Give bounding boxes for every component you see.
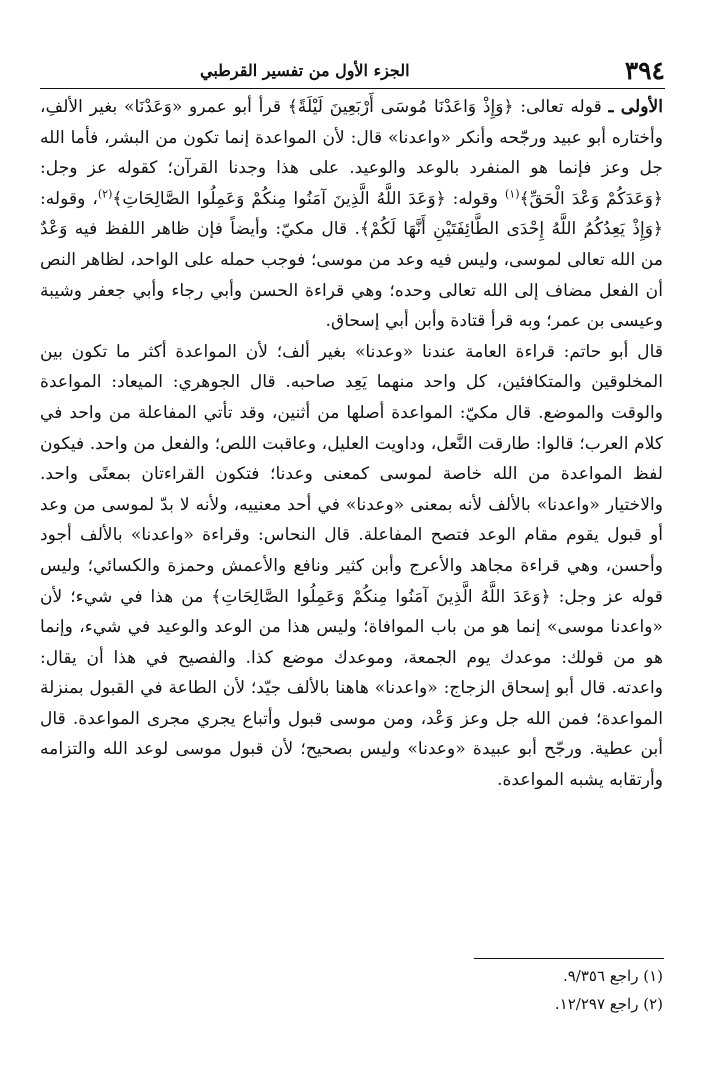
footnote-ref: (٢) <box>97 187 113 201</box>
quran-verse: ﴿وَإِذْ يَعِدُكُمُ اللَّهُ إِحْدَى الطَّائِفَتَيْنِ أَنَّهَا لَكُمْ﴾ <box>359 219 664 240</box>
text-segment: قال أبو حاتم: قراءة العامة عندنا «وعدنا» بغير ألف؛ لأن المواعدة أكثر ما تكون بين المخلوقين والمتكافئين، كل واحد منهما يَعِد صاحبه. قال الجوهري: الميعاد: المواعدة والوقت والموضع. قال مكيّ: المواعدة أصلها من أثنين، وقد تأتي المفاعلة من واحد في كلام العرب؛ قالوا: طارقت النَّعل، وداويت العليل، وعاقبت اللص؛ والفعل من واحد. فيكون لفظ المواعدة من الله خاصة لموسى كمعنى وعدنا؛ فتكون القراءتان بمعنًى واحد. والاختيار «واعدنا» بالألف لأنه بمعنى «وعدنا» في أحد معنييه، ولأنه لا بدّ لموسى من وعد أو قبول يقوم مقام الوعد فتصح المفاعلة. قال النحاس: وقراءة «واعدنا» بالألف أجود وأحسن، وهي قراءة مجاهد والأعرج وأبن كثير ونافع والأعمش وحمزة والكسائي؛ وليس قوله عز وجل: <box>40 341 663 607</box>
page-number: ٣٩٤ <box>624 55 665 85</box>
quran-verse: ﴿وَعَدَ اللَّهُ الَّذِينَ آمَنُوا مِنكُمْ وَعَمِلُوا الصَّالِحَاتِ﴾ <box>211 586 551 607</box>
running-title: الجزء الأول من تفسير القرطبي <box>200 60 410 80</box>
footnote-ref: (١) <box>504 187 520 201</box>
text-segment: ، وقوله: <box>40 188 98 209</box>
text-segment: وقوله: <box>445 188 505 209</box>
footnotes <box>363 962 663 1018</box>
section-lead: الأولى ـ <box>608 97 663 117</box>
text-segment: من هذا في شيء؛ لأن «واعدنا موسى» إنما هو من باب الموافاة؛ وليس هذا من الوعد والوعيد في شيء، وإنما هو من قولك: موعدك يوم الجمعة، وموعدك موضع كذا. والفصيح في هذا أن يقال: واعدته. قال أبو إسحاق الزجاج: «واعدنا» هاهنا بالألف جيّد؛ لأن الطاعة في القبول بمنزلة المواعدة؛ فمن الله جل وعز وَعْد، ومن موسى قبول وأتباع يجري مجرى المواعدة. قال أبن عطية. ورجّح أبو عبيدة «وعدنا» وليس بصحيح؛ لأن قبول موسى لوعد الله والتزامه وأرتقابه يشبه المواعدة. <box>40 586 663 791</box>
paragraph-1 <box>40 92 663 337</box>
footnote-divider <box>474 958 664 959</box>
footnote-1: (١) راجع ٩/٣٥٦. <box>562 967 663 985</box>
text-segment: قرأ أبو عمرو «وَعَدْنَا» بغير الألفِ، وأختاره أبو عبيد ورجّحه وأنكر «واعدنا» قال: لأن المواعدة إنما تكون من البشر، فأما الله جل وعز فإنما هو المنفرد بالوعد والوعيد. على هذا وجدنا القرآن؛ كقوله عز وجل: <box>40 97 663 179</box>
quran-verse: ﴿وَإِذْ وَاعَدْنَا مُوسَى أَرْبَعِينَ لَيْلَةً﴾ <box>287 97 514 117</box>
quran-verse: ﴿وَعَدَ اللَّهُ الَّذِينَ آمَنُوا مِنكُمْ وَعَمِلُوا الصَّالِحَاتِ﴾ <box>112 188 446 209</box>
footnote-2: (٢) راجع ١٢/٢٩٧. <box>554 995 663 1013</box>
text-segment: . قال مكيّ: وأيضاً فإن ظاهر اللفظ فيه وَعْدٌ من الله تعالى لموسى، وليس فيه وعد من موسى؛ فوجب حمله على الواحد، لظاهر النص أن الفعل مضاف إلى الله تعالى وحده؛ وهي قراءة الحسن وأبي رجاء وأبي جعفر وشيبة وعيسى بن عمر؛ وبه قرأ قتادة وأبن أبي إسحاق. <box>40 219 663 332</box>
page-header <box>40 52 665 89</box>
text-segment: قوله تعالى: <box>513 97 609 117</box>
main-text <box>40 92 663 796</box>
quran-verse: ﴿وَعَدَكُمْ وَعْدَ الْحَقِّ﴾ <box>519 188 663 209</box>
paragraph-2 <box>40 337 663 796</box>
